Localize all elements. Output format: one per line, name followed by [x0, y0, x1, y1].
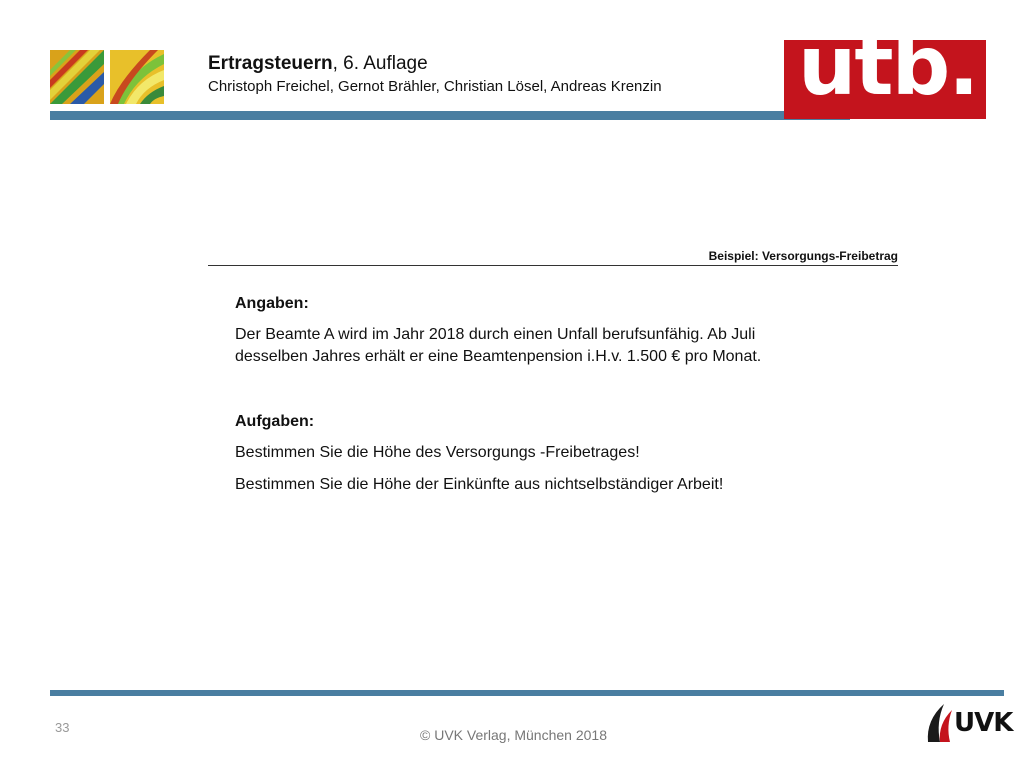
angaben-line-2: desselben Jahres erhält er eine Beamtenpension i.H.v. 1.500 € pro Monat.: [235, 348, 762, 365]
uvk-sail-icon: [924, 702, 956, 742]
angaben-label: Angaben:: [235, 295, 309, 312]
cover-thumbnail-right: [110, 50, 164, 104]
heading-underline: [208, 265, 898, 266]
header-divider-bar: [50, 111, 850, 120]
book-title: [208, 53, 428, 75]
aufgabe-2: Bestimmen Sie die Höhe der Einkünfte aus nichtselbständiger Arbeit!: [235, 476, 724, 493]
page-number: 33: [55, 720, 70, 735]
aufgabe-1: Bestimmen Sie die Höhe des Versorgungs -Freibetrages!: [235, 444, 640, 461]
book-title-edition: , 6. Auflage: [332, 53, 428, 74]
utb-logo: [784, 19, 986, 119]
cover-thumbnail-left: [50, 50, 104, 104]
slide-heading: Beispiel: Versorgungs-Freibetrag: [708, 249, 898, 263]
utb-logo-text: utb.: [798, 19, 978, 114]
book-authors: Christoph Freichel, Gernot Brähler, Christian Lösel, Andreas Krenzin: [208, 78, 662, 95]
uvk-logo: [924, 700, 1013, 744]
aufgaben-label: Aufgaben:: [235, 413, 315, 430]
book-title-bold: Ertragsteuern: [208, 53, 333, 74]
footer-divider-bar: [50, 690, 1004, 696]
copyright-notice: © UVK Verlag, München 2018: [420, 727, 607, 743]
angaben-line-1: Der Beamte A wird im Jahr 2018 durch einen Unfall berufsunfähig. Ab Juli: [235, 326, 756, 343]
uvk-logo-text: UVK: [954, 708, 1013, 738]
